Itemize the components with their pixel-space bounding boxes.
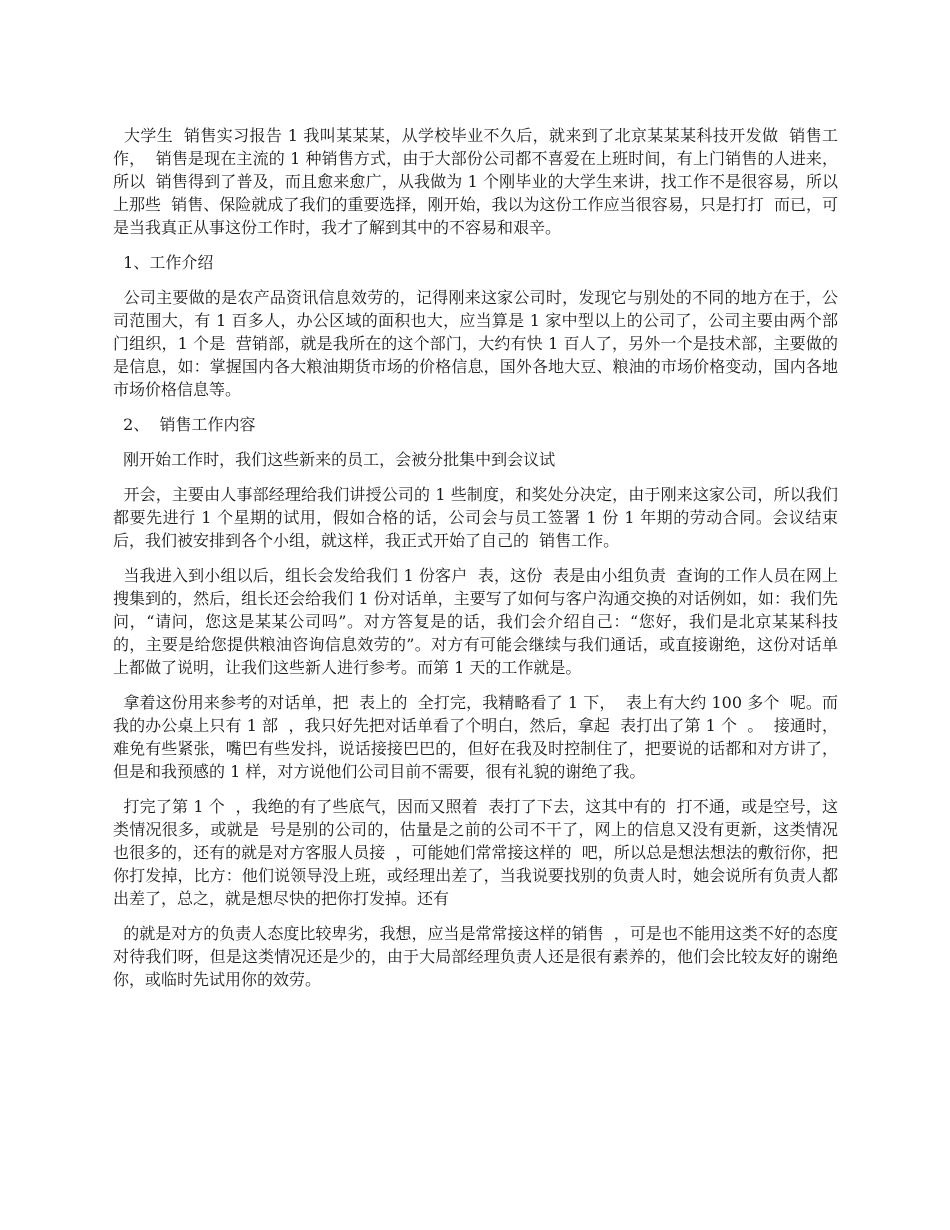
group-paragraph: 当我进入到小组以后，组长会发给我们 1 份客户 表，这份 表是由小组负责 查询的工作人员在网上搜集到的，然后，组长还会给我们 1 份对话单，主要写了如何与客户沟通交换的对话例如，如：我们先问，“请问，您这是某某公司吗”。对方答复是的话，我们会介绍自己：“您好，我们是北京某某科技的，主要是给您提供粮油咨询信息效劳的”。对方有可能会继续与我们通话，或直接谢绝，这份对话单上都做了说明，让我们这些新人进行参考。而第 1 天的工作就是。: [113, 566, 839, 677]
section-heading-sales-content: 2、 销售工作内容: [113, 415, 256, 434]
meeting-paragraph: 开会，主要由人事部经理给我们讲授公司的 1 些制度，和奖处分决定，由于刚来这家公司，所以我们都要先进行 1 个星期的试用，假如合格的话，公司会与员工签署 1 份 1 年期的劳动合同。会议结束后，我们被安排到各个小组，就这样，我正式开始了自己的 销售工作。: [113, 485, 838, 550]
calling-experience-paragraph: 打完了第 1 个 ，我绝的有了些底气，因而又照着 表打了下去，这其中有的 打不通，或是空号，这类情况很多，或就是 号是别的公司的，估量是之前的公司不干了，网上的信息又没有更新，这类情况也很多的，还有的就是对方客服人员接 ，可能她们常常接这样的 吧，所以总是想法想法的敷衍你，把你打发掉，比方：他们说领导没上班，或经理出差了，当我说要找别的负责人时，她会说所有负责人都出差了，总之，就是想尽快的把你打发掉。还有: [113, 797, 839, 908]
closing-paragraph: 的就是对方的负责人态度比较卑劣，我想，应当是常常接这样的销售 ，可是也不能用这类不好的态度对待我们呀，但是这类情况还是少的，由于大局部经理负责人还是很有素养的，他们会比较友好的谢绝你，或临时先试用你的效劳。: [113, 924, 838, 989]
start-work-paragraph: 刚开始工作时，我们这些新来的员工，会被分批集中到会议试: [113, 450, 556, 469]
company-intro-paragraph: 公司主要做的是农产品资讯信息效劳的，记得刚来这家公司时，发现它与别处的不同的地方在于，公司范围大，有 1 百多人，办公区域的面积也大，应当算是 1 家中型以上的公司了，公司主要由两个部门组织，1 个是 营销部，就是我所在的这个部门，大约有快 1 百人了，另外一个是技术部，主要做的是信息，如：掌握国内各大粮油期货市场的价格信息，国外各地大豆、粮油的市场价格变动，国内各地市场价格信息等。: [113, 288, 838, 399]
document-page: [113, 124, 838, 1003]
intro-paragraph: 大学生 销售实习报告 1 我叫某某某，从学校毕业不久后，就来到了北京某某某科技开发做 销售工作， 销售是现在主流的 1 种销售方式，由于大部份公司都不喜爱在上班时间，有上门销售的人进来，所以 销售得到了普及，而且愈来愈广，从我做为 1 个刚毕业的大学生来讲，找工作不是很容易，所以上那些 销售、保险就成了我们的重要选择，刚开始，我以为这份工作应当很容易，只是打打 而已，可是当我真正从事这份工作时，我才了解到其中的不容易和艰辛。: [113, 126, 839, 237]
section-heading-work-intro: 1、工作介绍: [113, 253, 214, 272]
first-call-paragraph: 拿着这份用来参考的对话单，把 表上的 全打完，我精略看了 1 下， 表上有大约 100 多个 呢。而我的办公桌上只有 1 部 ，我只好先把对话单看了个明白，然后，拿起 表打出了第 1 个 。 接通时，难免有些紧张，嘴巴有些发抖，说话接接巴巴的，但好在我及时控制住了，把要说的话都和对方讲了，但是和我预感的 1 样，对方说他们公司目前不需要，很有礼貌的谢绝了我。: [113, 693, 838, 781]
